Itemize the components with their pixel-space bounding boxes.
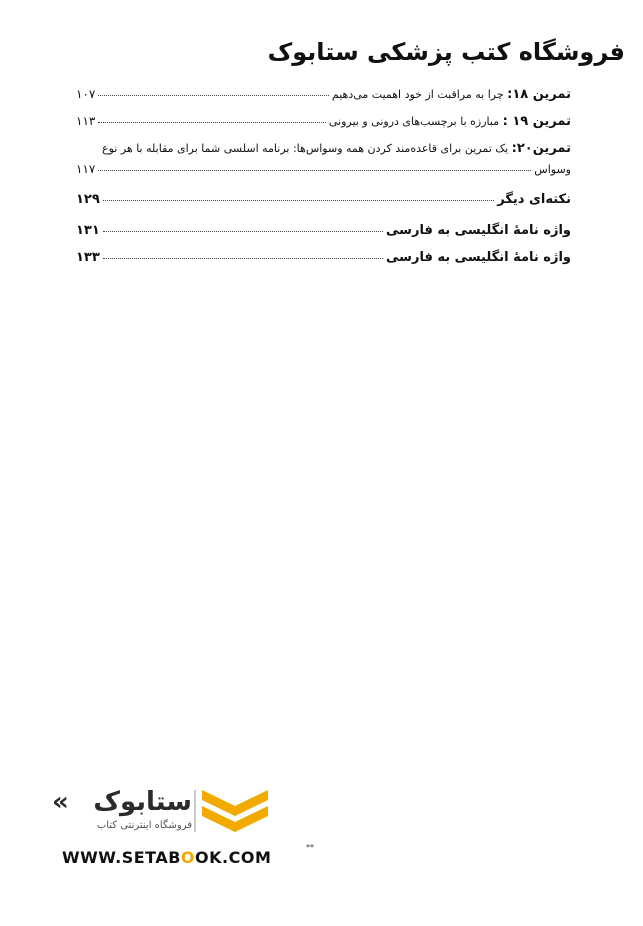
toc-entry-text: چرا به مراقبت از خود اهمیت می‌دهیم — [331, 88, 508, 101]
dot-leader — [103, 199, 494, 201]
toc-entry-glossary-1[interactable] — [76, 224, 571, 237]
logo-subtitle: فروشگاه اینترنتی کتاب — [96, 820, 192, 831]
toc-page-number: ۱۳۱ — [76, 223, 100, 238]
logo-divider — [194, 790, 196, 832]
toc-entry-label: تمرین۲۰: — [511, 142, 571, 155]
toc-entry-20[interactable] — [76, 142, 571, 155]
setabook-logo[interactable] — [52, 786, 272, 838]
toc-entry-text: نکته‌ای دیگر — [497, 192, 571, 207]
toc-entry-label: تمرین ۱۸: — [507, 87, 571, 102]
stacked-chevrons-icon — [202, 786, 268, 836]
toc-entry-glossary-2[interactable] — [76, 251, 571, 264]
toc-entry-20-continued[interactable] — [76, 163, 571, 175]
toc-entry-another-note[interactable] — [76, 193, 571, 206]
toc-page-number: ۱۰۷ — [76, 87, 96, 101]
dot-leader — [103, 257, 383, 259]
table-of-contents — [76, 88, 571, 278]
page-title: فروشگاه کتب پزشکی ستابوک — [267, 38, 625, 66]
toc-page-number: ۱۱۷ — [76, 162, 96, 176]
toc-page-number: ۱۳۳ — [76, 250, 100, 265]
logo-brand-text: ستابوک — [93, 787, 192, 817]
dot-leader — [98, 121, 326, 123]
double-chevron-icon: « — [52, 787, 69, 817]
website-url[interactable]: WWW.SETABOOK.COM — [62, 848, 272, 867]
toc-entry-19[interactable] — [76, 115, 571, 128]
page-marker: ** — [306, 843, 314, 852]
toc-page-number: ۱۲۹ — [76, 192, 100, 207]
toc-entry-text: واژه نامهٔ انگلیسی به فارسی — [386, 223, 571, 238]
toc-entry-18[interactable] — [76, 88, 571, 101]
toc-entry-text: مبارزه با برچسب‌های درونی و بیرونی — [328, 115, 503, 128]
toc-entry-text: واژه نامهٔ انگلیسی به فارسی — [386, 250, 571, 265]
toc-page-number: ۱۱۳ — [76, 114, 96, 128]
toc-entry-text: وسواس — [534, 163, 571, 176]
dot-leader — [98, 169, 531, 171]
toc-entry-text: یک تمرین برای قاعده‌مند کردن همه وسواس‌ها: برنامه اسلسی شما برای مقابله با هر نوع — [102, 142, 512, 155]
dot-leader — [98, 94, 329, 96]
dot-leader — [103, 230, 383, 232]
toc-entry-label: تمرین ۱۹ : — [502, 114, 571, 129]
